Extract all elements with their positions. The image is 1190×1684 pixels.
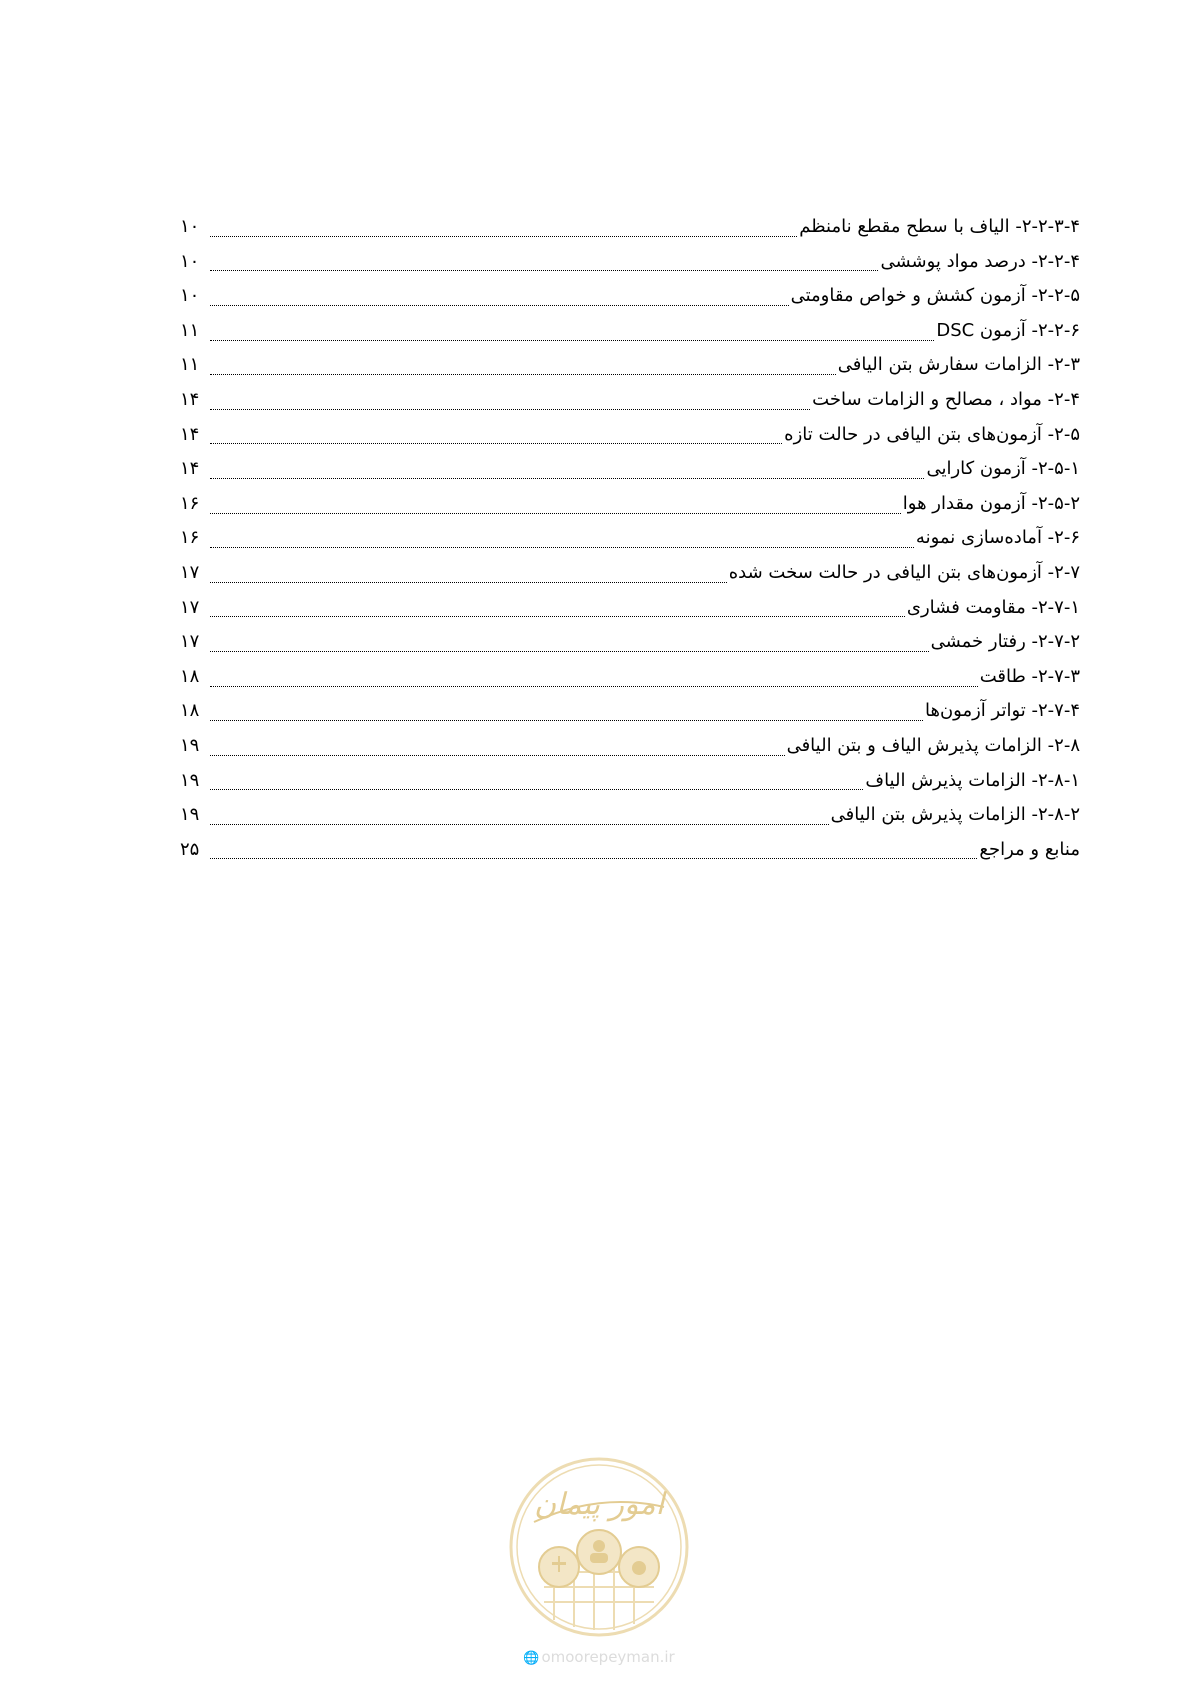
toc-entry-title: ۲-۷-۴- تواتر آزمون‌ها (924, 700, 1080, 722)
toc-entry-page: ۲۵ (180, 838, 200, 860)
toc-entry-page: ۱۰ (180, 250, 200, 272)
watermark-logo-text: امور پیمان (534, 1487, 664, 1522)
toc-dot-leader (210, 340, 934, 341)
toc-entry-title: ۲-۷- آزمون‌های بتن الیافی در حالت سخت شده (728, 561, 1080, 583)
toc-dot-leader (210, 374, 836, 375)
toc-entry-page: ۱۴ (180, 458, 200, 480)
toc-entry-title: ۲-۲-۴- درصد مواد پوششی (880, 250, 1080, 272)
toc-dot-leader (210, 616, 905, 617)
toc-entry-page: ۱۱ (180, 319, 200, 341)
toc-entry[interactable] (180, 729, 1080, 764)
toc-entry-page: ۱۱ (180, 354, 200, 376)
toc-entry[interactable] (180, 383, 1080, 418)
toc-entry-page: ۱۹ (180, 804, 200, 826)
toc-entry[interactable] (180, 314, 1080, 349)
toc-entry-title: ۲-۷-۱- مقاومت فشاری (906, 596, 1080, 618)
toc-entry[interactable] (180, 210, 1080, 245)
watermark-website (514, 1648, 684, 1666)
toc-entry-title: ۲-۷-۳- طاقت (979, 665, 1080, 687)
toc-entry-page: ۱۷ (180, 561, 200, 583)
toc-entry[interactable] (180, 694, 1080, 729)
toc-entry-title: ۲-۲-۶- آزمون DSC (936, 319, 1080, 341)
toc-entry[interactable] (180, 556, 1080, 591)
toc-entry-title: ۲-۲-۳-۴- الیاف با سطح مقطع نامنظم (799, 216, 1080, 237)
toc-entry-title: ۲-۶- آماده‌سازی نمونه (915, 527, 1080, 549)
toc-entry-title: ۲-۸- الزامات پذیرش الیاف و بتن الیافی (786, 734, 1080, 756)
toc-entry-title: ۲-۸-۱- الزامات پذیرش الیاف (865, 769, 1080, 791)
toc-dot-leader (210, 858, 977, 859)
toc-dot-leader (210, 443, 782, 444)
toc-entry-page: ۱۷ (180, 596, 200, 618)
toc-entry[interactable] (180, 279, 1080, 314)
toc-dot-leader (210, 789, 863, 790)
toc-entry[interactable] (180, 833, 1080, 868)
toc-dot-leader (210, 513, 901, 514)
toc-dot-leader (210, 720, 923, 721)
toc-entry-page: ۱۰ (180, 216, 200, 237)
toc-entry-title: ۲-۲-۵- آزمون کشش و خواص مقاومتی (790, 285, 1080, 307)
toc-entry-page: ۱۰ (180, 285, 200, 307)
toc-entry-title: ۲-۸-۲- الزامات پذیرش بتن الیافی (830, 804, 1080, 826)
toc-entry[interactable] (180, 348, 1080, 383)
toc-entry-title: ۲-۴- مواد ، مصالح و الزامات ساخت (812, 388, 1080, 410)
toc-entry-title: ۲-۵- آزمون‌های بتن الیافی در حالت تازه (784, 423, 1080, 445)
toc-entry-title: ۲-۵-۲- آزمون مقدار هوا (902, 492, 1080, 514)
toc-dot-leader (210, 755, 785, 756)
toc-dot-leader (210, 651, 929, 652)
toc-dot-leader (210, 686, 978, 687)
toc-dot-leader (210, 824, 829, 825)
watermark-logo (504, 1452, 694, 1642)
toc-entry-page: ۱۸ (180, 665, 200, 687)
toc-entry[interactable] (180, 452, 1080, 487)
toc-entry-page: ۱۹ (180, 769, 200, 791)
toc-entry-page: ۱۶ (180, 527, 200, 549)
toc-entry[interactable] (180, 660, 1080, 695)
toc-entry[interactable] (180, 591, 1080, 626)
globe-icon: 🌐 (523, 1651, 540, 1666)
toc-entry-page: ۱۷ (180, 631, 200, 653)
toc-dot-leader (210, 547, 914, 548)
toc-entry[interactable] (180, 798, 1080, 833)
toc-entry-title: ۲-۳- الزامات سفارش بتن الیافی (837, 354, 1080, 376)
toc-entry-page: ۱۹ (180, 734, 200, 756)
toc-entry[interactable] (180, 764, 1080, 799)
toc-entry-title: منابع و مراجع (979, 838, 1080, 860)
toc-entry-page: ۱۴ (180, 388, 200, 410)
toc-entry-title: ۲-۵-۱- آزمون کارایی (926, 458, 1080, 480)
toc-dot-leader (210, 409, 810, 410)
website-text: omoorepeyman.ir (541, 1648, 675, 1666)
toc-entry[interactable] (180, 245, 1080, 280)
toc-entry-page: ۱۸ (180, 700, 200, 722)
toc-entry-page: ۱۶ (180, 492, 200, 514)
toc-entry[interactable] (180, 418, 1080, 453)
toc-dot-leader (210, 582, 727, 583)
toc-entry-page: ۱۴ (180, 423, 200, 445)
toc-entry[interactable] (180, 521, 1080, 556)
table-of-contents (180, 210, 1080, 867)
toc-entry-title: ۲-۷-۲- رفتار خمشی (930, 631, 1080, 653)
toc-entry[interactable] (180, 625, 1080, 660)
toc-dot-leader (210, 478, 924, 479)
toc-entry[interactable] (180, 487, 1080, 522)
toc-dot-leader (210, 270, 878, 271)
toc-dot-leader (210, 236, 797, 237)
toc-dot-leader (210, 305, 789, 306)
